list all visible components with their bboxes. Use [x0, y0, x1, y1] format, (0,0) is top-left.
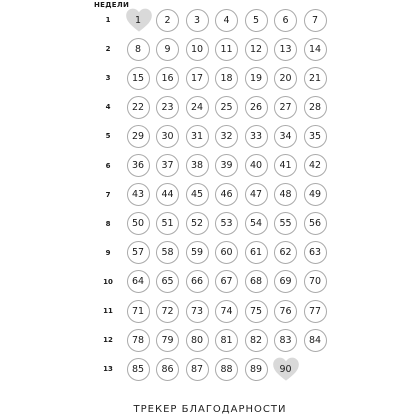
day-circle[interactable]	[156, 154, 179, 177]
day-circle[interactable]	[274, 125, 297, 148]
day-number: 78	[131, 334, 145, 346]
day-circle[interactable]	[156, 96, 179, 119]
day-circle[interactable]	[127, 241, 150, 264]
day-circle[interactable]	[274, 38, 297, 61]
day-circle[interactable]	[304, 329, 327, 352]
day-number: 71	[131, 305, 145, 317]
day-number: 53	[220, 218, 233, 230]
day-circle[interactable]	[127, 329, 150, 352]
day-circle[interactable]	[186, 67, 209, 90]
week-number: 1	[105, 16, 111, 24]
day-circle[interactable]	[127, 38, 150, 61]
day-number: 80	[190, 334, 204, 346]
day-number: 20	[279, 72, 292, 84]
day-number: 84	[308, 334, 322, 346]
day-circle[interactable]	[245, 358, 268, 381]
week-number: 2	[105, 45, 111, 54]
day-circle[interactable]	[215, 67, 238, 90]
day-circle[interactable]	[274, 300, 297, 323]
day-circle[interactable]	[156, 183, 179, 206]
day-circle[interactable]	[215, 212, 238, 235]
day-number: 44	[161, 189, 174, 201]
day-circle[interactable]	[127, 212, 150, 235]
week-number: 11	[103, 307, 113, 315]
day-number: 37	[161, 160, 174, 171]
day-circle[interactable]	[186, 38, 209, 61]
tracker-title: ТРЕКЕР БЛАГОДАРНОСТИ	[133, 404, 287, 415]
day-number: 21	[308, 72, 322, 84]
day-circle[interactable]	[127, 183, 150, 206]
day-circle[interactable]	[274, 9, 297, 32]
week-number: 5	[105, 132, 111, 141]
day-number: 15	[131, 72, 145, 84]
day-number: 67	[220, 276, 233, 288]
day-number: 13	[279, 43, 292, 55]
day-circle[interactable]	[186, 241, 209, 264]
day-circle[interactable]	[245, 212, 268, 235]
week-number: 10	[103, 277, 113, 286]
day-number: 83	[279, 334, 292, 346]
day-number: 16	[161, 72, 174, 84]
day-circle[interactable]	[304, 154, 327, 177]
day-number: 12	[249, 43, 263, 55]
day-circle[interactable]	[186, 183, 209, 206]
day-circle[interactable]	[304, 241, 327, 264]
day-number: 36	[131, 160, 145, 171]
day-circle[interactable]	[127, 300, 150, 323]
day-circle[interactable]	[186, 300, 209, 323]
day-number: 31	[190, 130, 204, 142]
week-number: 4	[105, 103, 111, 112]
day-circle[interactable]	[215, 154, 238, 177]
day-circle[interactable]	[274, 329, 297, 352]
day-number: 47	[249, 189, 263, 201]
day-circle[interactable]	[304, 67, 327, 90]
day-circle[interactable]	[215, 183, 238, 206]
day-number: 45	[190, 189, 204, 201]
day-number: 25	[220, 101, 233, 113]
week-number: 3	[105, 74, 111, 83]
week-number: 8	[105, 219, 111, 228]
day-circle[interactable]	[156, 67, 179, 90]
day-circle[interactable]	[215, 300, 238, 323]
day-circle[interactable]	[274, 67, 297, 90]
day-number: 49	[308, 189, 322, 201]
day-number: 24	[190, 101, 204, 113]
day-circle[interactable]	[245, 38, 268, 61]
day-circle[interactable]	[127, 270, 150, 293]
day-circle[interactable]	[274, 241, 297, 264]
day-number: 60	[220, 247, 233, 259]
day-circle[interactable]	[215, 329, 238, 352]
day-number: 77	[308, 305, 322, 317]
day-circle[interactable]	[186, 9, 209, 32]
day-number: 62	[279, 247, 292, 259]
day-circle[interactable]	[186, 358, 209, 381]
day-number: 6	[282, 14, 289, 26]
week-number: 13	[103, 365, 113, 374]
day-number: 73	[190, 305, 204, 317]
day-number: 42	[308, 160, 322, 171]
day-number: 33	[249, 130, 263, 142]
day-number: 89	[249, 363, 263, 375]
day-number: 22	[131, 101, 145, 113]
day-circle[interactable]	[304, 96, 327, 119]
day-circle[interactable]	[186, 212, 209, 235]
day-circle[interactable]	[304, 9, 327, 32]
day-number: 86	[161, 363, 174, 375]
day-circle[interactable]	[156, 300, 179, 323]
day-circle[interactable]	[245, 270, 268, 293]
day-circle[interactable]	[304, 125, 327, 148]
day-number: 2	[164, 14, 171, 26]
day-number: 29	[131, 130, 145, 142]
day-circle[interactable]	[274, 154, 297, 177]
day-number: 58	[161, 247, 174, 259]
day-number: 81	[220, 334, 233, 346]
day-circle[interactable]	[245, 300, 268, 323]
day-number: 48	[279, 189, 292, 201]
weeks-header: НЕДЕЛИ	[94, 1, 130, 9]
day-circle[interactable]	[245, 9, 268, 32]
day-circle[interactable]	[274, 183, 297, 206]
day-circle[interactable]	[156, 125, 179, 148]
day-number: 90	[279, 363, 292, 375]
day-circle[interactable]	[215, 96, 238, 119]
day-circle[interactable]	[304, 300, 327, 323]
day-number: 38	[190, 160, 204, 171]
day-number: 27	[279, 101, 292, 113]
day-circle[interactable]	[245, 67, 268, 90]
week-number: 7	[105, 190, 111, 199]
day-number: 70	[308, 276, 322, 288]
day-number: 32	[220, 130, 233, 142]
week-number: 12	[103, 336, 113, 345]
day-circle[interactable]	[304, 183, 327, 206]
day-circle[interactable]	[127, 96, 150, 119]
day-number: 10	[190, 43, 204, 55]
day-number: 14	[308, 43, 322, 55]
day-number: 76	[279, 305, 292, 317]
day-number: 35	[308, 130, 322, 142]
day-number: 65	[161, 276, 174, 288]
day-circle[interactable]	[186, 154, 209, 177]
day-circle[interactable]	[186, 125, 209, 148]
day-number: 79	[161, 334, 174, 346]
day-number: 82	[249, 334, 263, 346]
day-circle[interactable]	[127, 154, 150, 177]
day-circle[interactable]	[156, 270, 179, 293]
day-number: 66	[190, 276, 204, 288]
day-circle[interactable]	[304, 270, 327, 293]
day-circle[interactable]	[186, 329, 209, 352]
day-number: 39	[220, 160, 233, 171]
day-circle[interactable]	[156, 9, 179, 32]
day-number: 85	[131, 363, 145, 375]
day-circle[interactable]	[215, 9, 238, 32]
day-number: 74	[220, 305, 233, 317]
day-circle[interactable]	[304, 38, 327, 61]
day-circle[interactable]	[245, 183, 268, 206]
day-number: 56	[308, 218, 322, 230]
day-number: 19	[249, 72, 263, 84]
day-circle[interactable]	[245, 96, 268, 119]
day-circle[interactable]	[215, 38, 238, 61]
day-number: 1	[134, 14, 142, 26]
day-number: 43	[131, 189, 145, 201]
day-number: 88	[220, 363, 233, 375]
day-circle[interactable]	[127, 358, 150, 381]
day-number: 50	[131, 218, 145, 230]
week-number: 9	[105, 248, 111, 257]
day-number: 11	[220, 43, 233, 55]
day-circle[interactable]	[215, 270, 238, 293]
day-circle[interactable]	[156, 212, 179, 235]
day-circle[interactable]	[215, 125, 238, 148]
day-circle[interactable]	[245, 329, 268, 352]
day-circle[interactable]	[127, 67, 150, 90]
day-number: 63	[308, 247, 322, 259]
day-circle[interactable]	[274, 96, 297, 119]
day-number: 28	[308, 101, 322, 113]
day-number: 18	[220, 72, 233, 84]
day-number: 51	[161, 218, 174, 230]
day-circle[interactable]	[245, 125, 268, 148]
day-number: 26	[249, 101, 263, 113]
day-circle[interactable]	[156, 38, 179, 61]
day-number: 17	[190, 72, 204, 84]
day-number: 69	[279, 276, 292, 288]
day-number: 54	[249, 218, 263, 230]
week-number: 6	[105, 161, 111, 170]
heart-day-marker[interactable]	[274, 358, 297, 381]
day-circle[interactable]	[245, 241, 268, 264]
day-number: 4	[223, 14, 230, 26]
day-number: 46	[220, 189, 233, 201]
day-number: 55	[279, 218, 292, 230]
day-number: 7	[311, 14, 319, 26]
day-number: 64	[131, 276, 145, 288]
day-circle[interactable]	[215, 358, 238, 381]
day-circle[interactable]	[274, 270, 297, 293]
heart-day-marker[interactable]	[127, 9, 150, 32]
day-number: 23	[161, 101, 174, 113]
day-circle[interactable]	[186, 270, 209, 293]
day-number: 72	[161, 305, 174, 317]
day-number: 41	[279, 160, 292, 171]
day-circle[interactable]	[156, 329, 179, 352]
day-circle[interactable]	[304, 212, 327, 235]
day-circle[interactable]	[245, 154, 268, 177]
day-number: 5	[252, 14, 260, 26]
day-circle[interactable]	[215, 241, 238, 264]
day-number: 75	[249, 305, 263, 317]
day-number: 87	[190, 363, 204, 375]
day-number: 3	[193, 14, 201, 26]
day-number: 59	[190, 247, 204, 259]
day-number: 52	[190, 218, 204, 230]
day-circle[interactable]	[127, 125, 150, 148]
day-circle[interactable]	[186, 96, 209, 119]
day-number: 68	[249, 276, 263, 288]
day-circle[interactable]	[156, 358, 179, 381]
day-number: 61	[249, 247, 263, 259]
day-number: 40	[249, 160, 263, 171]
day-number: 34	[279, 130, 292, 142]
day-number: 57	[131, 247, 145, 259]
day-number: 8	[134, 43, 142, 55]
day-circle[interactable]	[156, 241, 179, 264]
day-circle[interactable]	[274, 212, 297, 235]
day-number: 30	[161, 130, 174, 142]
day-number: 9	[164, 43, 171, 55]
